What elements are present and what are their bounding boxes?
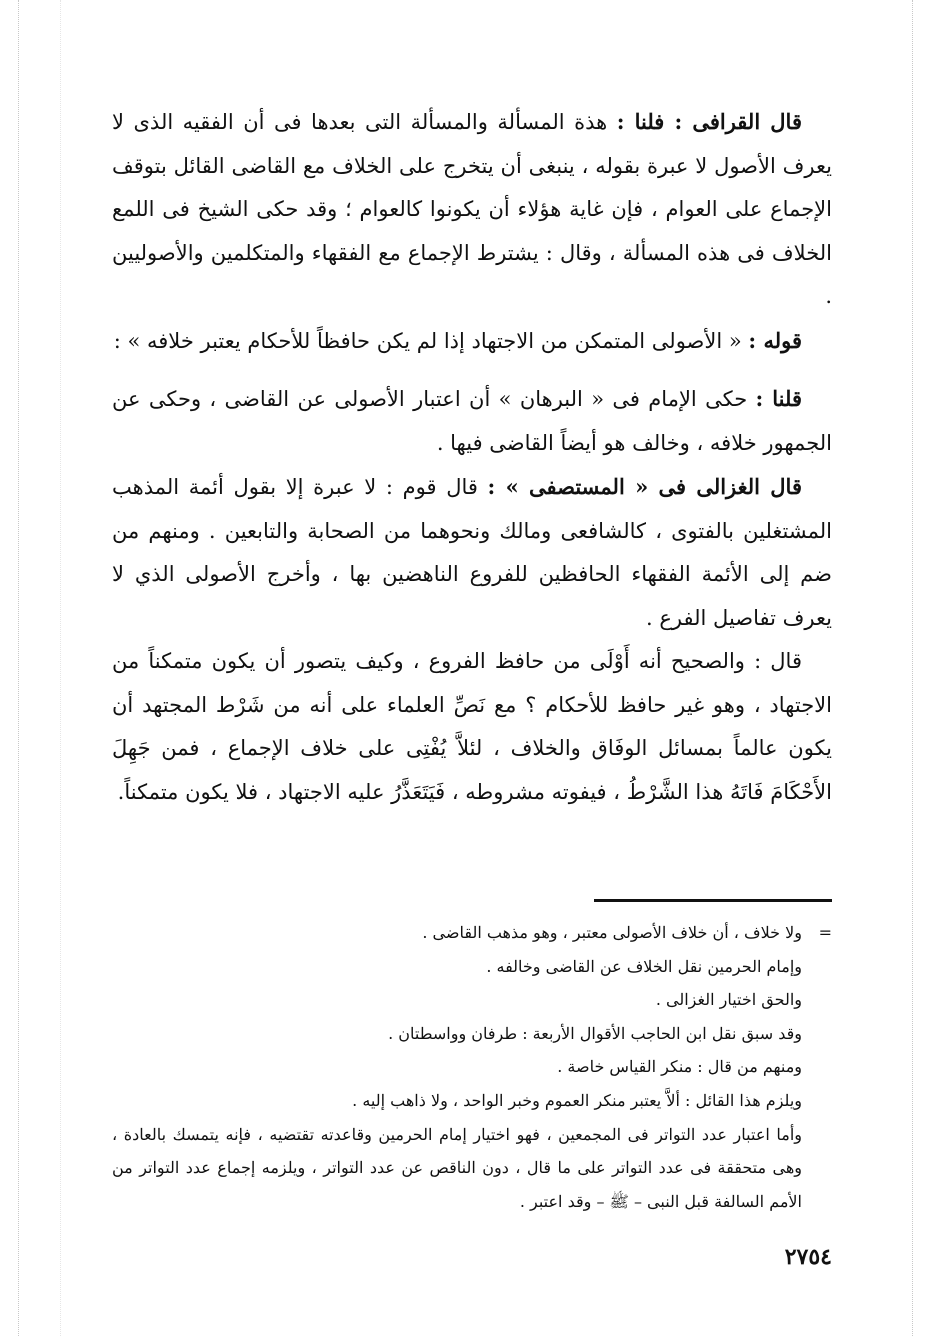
paragraph-lead: قال الغزالى فى « المستصفى » : <box>487 474 802 499</box>
footnote-line: والحق اختيار الغزالى . <box>655 990 802 1010</box>
paragraph-text: هذة المسألة والمسألة التى بعدها فى أن الفقيه الذى لا يعرف الأصول لا عبرة بقوله ، ينبغى أن يتخرج على الخلاف مع القاضى القائل بتوقف الإجماع على العوام ، فإن غاية هؤلاء أن يكونوا كالعوام ؛ وقد حكى الشيخ فى اللمع الخلاف فى هذه المسألة ، وقال : يشترط الإجماع مع الفقهاء والمتكلمين والأصوليين . <box>112 110 832 308</box>
footnote-line-text: ولا خلاف ، أن خلاف الأصولى معتبر ، وهو مذهب القاضى . <box>422 923 802 942</box>
page-number: ٢٧٥٤ <box>784 1244 832 1270</box>
footnote-paragraph: وأما اعتبار عدد التواتر فى المجمعين ، فهو اختيار إمام الحرمين وقاعدته تقتضيه ، فإنه يتمسك بالعادة ، وهى متحققة فى عدد التواتر على ما قال ، دون الناقص عن عدد التواتر ، ويلزمه إجماع عدد التواتر من الأمم السالفة قبل النبى – ﷺ – وقد اعتبر . <box>112 1124 802 1211</box>
paragraph-qawluhu <box>112 319 832 364</box>
footnotes <box>112 916 832 1218</box>
paragraph-lead: قال القرافى : فلنا : <box>616 109 802 134</box>
main-text-body <box>112 100 832 814</box>
footnote-line: وقد سبق نقل ابن الحاجب الأقوال الأربعة : طرفان وواسطتان . <box>388 1023 802 1043</box>
paragraph-lead: قوله : <box>748 327 802 353</box>
paragraph-text: حكى الإمام فى « البرهان » أن اعتبار الأصولى عن القاضى ، وحكى عن الجمهور خلافه ، وخالف هو أيضاً القاضى فيها . <box>112 387 832 455</box>
footnote-line: ومنهم من قال : منكر القياس خاصة . <box>557 1057 802 1077</box>
paragraph-text: قال قوم : لا عبرة إلا بقول أئمة المذهب المشتغلين بالفتوى ، كالشافعى ومالك ونحوهما من الصحابة والتابعين . ومنهم من ضم إلى الأئمة الفقهاء الحافظين للفروع الناهضين بها ، وأخرج الأصولى الذي لا يعرف تفاصيل الفرع . <box>112 475 832 630</box>
scan-edge-marks-inner <box>60 0 61 1336</box>
paragraph-text: « الأصولى المتمكن من الاجتهاد إذا لم يكن حافظاً للأحكام يعتبر خلافه » : <box>113 328 749 353</box>
paragraph-text: قال : والصحيح أنه أَوْلَى من حافظ الفروع ، وكيف يتصور أن يكون متمكناً من الاجتهاد ، وهو غير حافظ للأحكام ؟ مع نَصِّ العلماء على أنه من شَرْط المجتهد أن يكون عالماً بمسائل الوفَاق والخلاف ، لئلاَّ يُفْتِى على خلاف الإجماع ، فمن جَهِلَ الأَحْكَامَ فَاتَهُ هذا الشَّرْطُ ، فيفوته مشروطه ، فَيَتَعَذَّرُ عليه الاجتهاد ، فلا يكون متمكناً. <box>112 649 832 804</box>
scan-edge-marks-right <box>912 0 913 1336</box>
scan-edge-marks-left <box>18 0 19 1336</box>
paragraph-ghazali <box>112 465 832 640</box>
paragraph-qarafi <box>112 100 832 319</box>
footnote-continuation-marker: = <box>818 923 832 942</box>
footnote-line: وإمام الحرمين نقل الخلاف عن القاضى وخالفه . <box>486 956 802 976</box>
paragraph-sahih <box>112 640 832 814</box>
paragraph-lead: قلنا : <box>755 386 802 411</box>
paragraph-qulna <box>112 377 832 465</box>
footnote-line <box>112 916 832 950</box>
footnote-line: ويلزم هذا القائل : ألاَّ يعتبر منكر العموم وخبر الواحد ، ولا ذاهب إليه . <box>352 1090 802 1110</box>
footnote-separator-rule <box>594 899 832 902</box>
